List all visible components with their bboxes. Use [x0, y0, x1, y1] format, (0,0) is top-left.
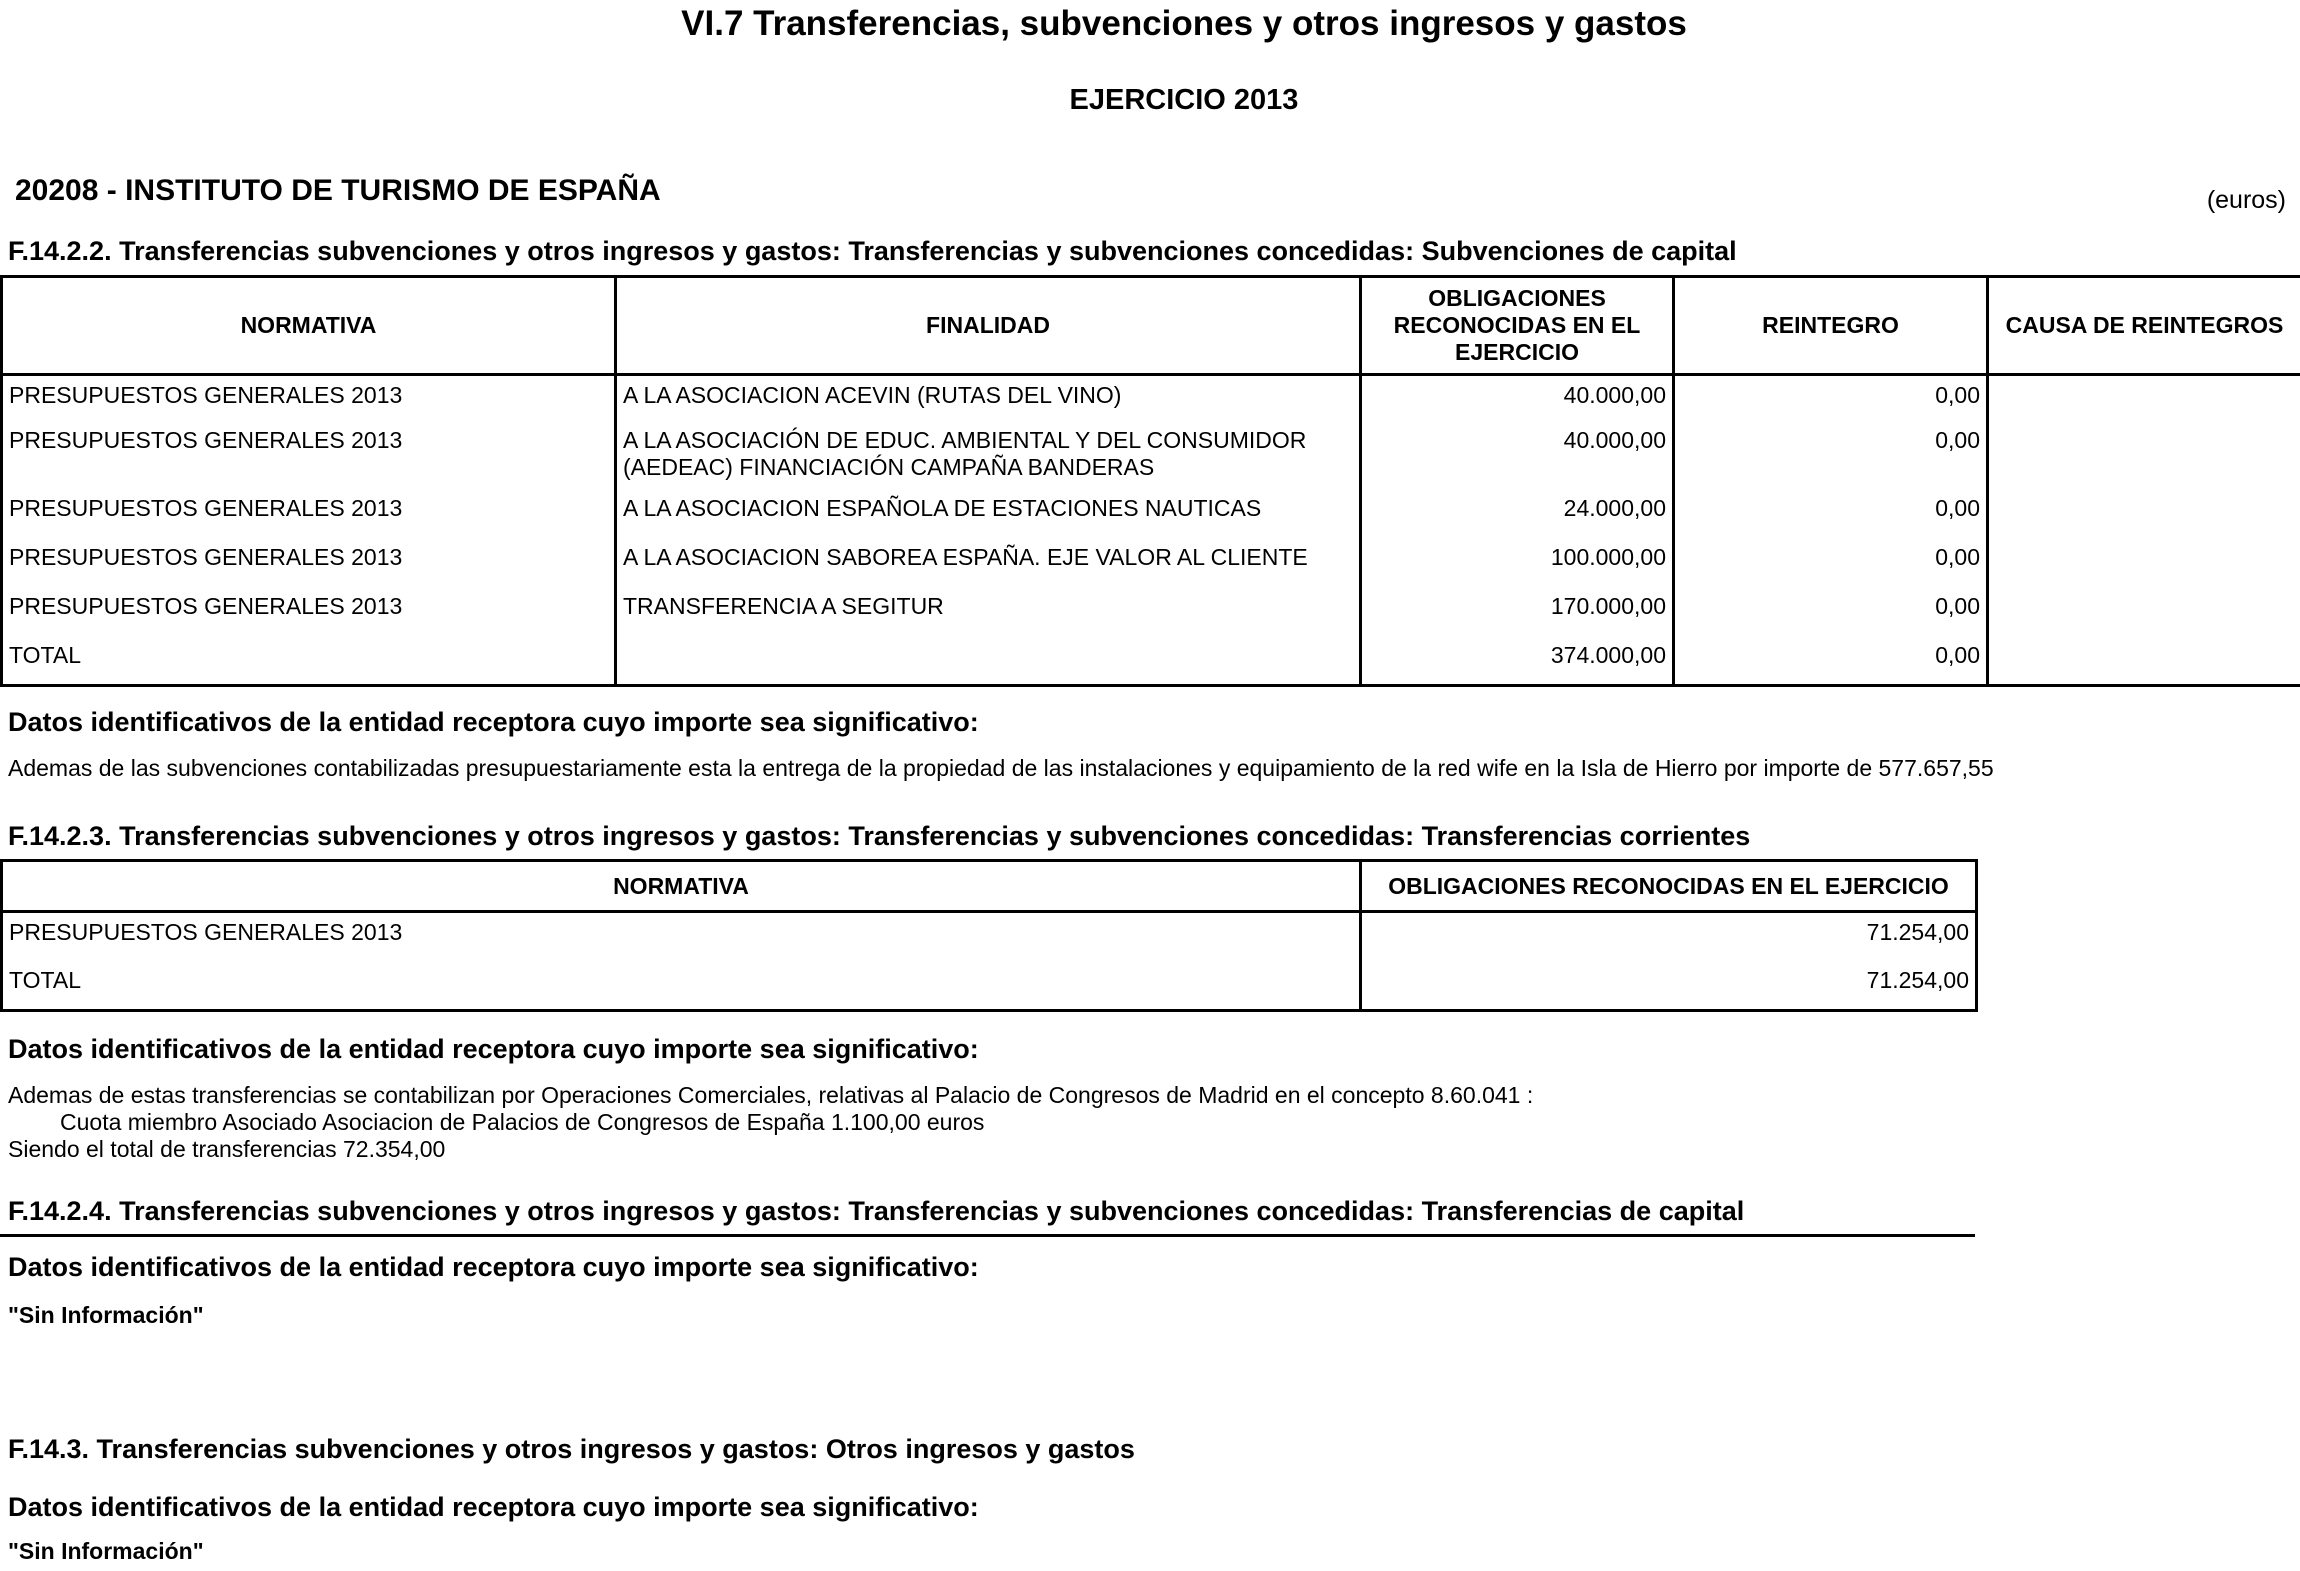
col-header-finalidad: FINALIDAD	[616, 277, 1361, 375]
table-row	[2, 912, 1977, 961]
cell-normativa: PRESUPUESTOS GENERALES 2013	[2, 375, 616, 421]
datos-heading: Datos identificativos de la entidad receptora cuyo importe sea significativo:	[8, 1034, 979, 1064]
cell-finalidad: A LA ASOCIACION ACEVIN (RUTAS DEL VINO)	[616, 375, 1361, 421]
table-transferencias-corrientes	[0, 859, 1978, 1012]
table-header-row	[2, 861, 1977, 912]
cell-causa	[1988, 375, 2300, 421]
cell-obligaciones: 40.000,00	[1361, 421, 1674, 489]
section-heading-transferencias-capital: F.14.2.4. Transferencias subvenciones y otros ingresos y gastos: Transferencias y subvenciones concedidas: Transferencias de capital	[8, 1196, 1745, 1226]
cell-reintegro: 0,00	[1674, 538, 1988, 587]
entity-heading: 20208 - INSTITUTO DE TURISMO DE ESPAÑA	[15, 174, 661, 207]
sin-informacion: "Sin Información"	[8, 1302, 204, 1328]
datos-line: Siendo el total de transferencias 72.354,00	[8, 1136, 446, 1162]
cell-causa	[1988, 421, 2300, 489]
table-row	[2, 375, 2300, 421]
table-total-row	[2, 961, 1977, 1011]
datos-text: Ademas de las subvenciones contabilizadas presupuestariamente esta la entrega de la propiedad de las instalaciones y equipamiento de la red wife en la Isla de Hierro por importe de 577.657,55	[8, 755, 1994, 781]
cell-normativa: PRESUPUESTOS GENERALES 2013	[2, 489, 616, 538]
cell-causa	[1988, 489, 2300, 538]
cell-obligaciones: 100.000,00	[1361, 538, 1674, 587]
cell-obligaciones: 71.254,00	[1361, 961, 1977, 1011]
table-row	[2, 538, 2300, 587]
datos-line: Cuota miembro Asociado Asociacion de Palacios de Congresos de España 1.100,00 euros	[60, 1109, 985, 1135]
page-title: VI.7 Transferencias, subvenciones y otros ingresos y gastos	[681, 4, 1687, 43]
section-divider	[0, 1234, 1975, 1237]
cell-reintegro: 0,00	[1674, 587, 1988, 636]
cell-normativa: PRESUPUESTOS GENERALES 2013	[2, 587, 616, 636]
datos-heading: Datos identificativos de la entidad receptora cuyo importe sea significativo:	[8, 1492, 979, 1522]
col-header-obligaciones: OBLIGACIONES RECONOCIDAS EN EL EJERCICIO	[1361, 861, 1977, 912]
cell-finalidad: A LA ASOCIACION SABOREA ESPAÑA. EJE VALOR AL CLIENTE	[616, 538, 1361, 587]
cell-causa	[1988, 587, 2300, 636]
page-subtitle: EJERCICIO 2013	[1069, 84, 1299, 116]
cell-obligaciones: 24.000,00	[1361, 489, 1674, 538]
col-header-reintegro: REINTEGRO	[1674, 277, 1988, 375]
table-row	[2, 587, 2300, 636]
cell-obligaciones: 374.000,00	[1361, 636, 1674, 686]
datos-line: Ademas de estas transferencias se contabilizan por Operaciones Comerciales, relativas al Palacio de Congresos de Madrid en el concepto 8.60.041 :	[8, 1082, 1534, 1108]
table-row	[2, 421, 2300, 489]
col-header-obligaciones: OBLIGACIONES RECONOCIDAS EN EL EJERCICIO	[1361, 277, 1674, 375]
col-header-normativa: NORMATIVA	[2, 277, 616, 375]
cell-finalidad: A LA ASOCIACIÓN DE EDUC. AMBIENTAL Y DEL CONSUMIDOR (AEDEAC) FINANCIACIÓN CAMPAÑA BANDERAS	[616, 421, 1361, 489]
cell-obligaciones: 40.000,00	[1361, 375, 1674, 421]
table-subvenciones-capital	[0, 275, 2300, 687]
cell-obligaciones: 71.254,00	[1361, 912, 1977, 961]
cell-normativa: PRESUPUESTOS GENERALES 2013	[2, 912, 1361, 961]
cell-reintegro: 0,00	[1674, 421, 1988, 489]
cell-causa	[1988, 636, 2300, 686]
cell-reintegro: 0,00	[1674, 636, 1988, 686]
cell-normativa: TOTAL	[2, 961, 1361, 1011]
datos-heading: Datos identificativos de la entidad receptora cuyo importe sea significativo:	[8, 1252, 979, 1282]
datos-heading: Datos identificativos de la entidad receptora cuyo importe sea significativo:	[8, 707, 979, 737]
sin-informacion: "Sin Información"	[8, 1538, 204, 1564]
cell-causa	[1988, 538, 2300, 587]
cell-reintegro: 0,00	[1674, 375, 1988, 421]
section-heading-transferencias-corrientes: F.14.2.3. Transferencias subvenciones y otros ingresos y gastos: Transferencias y subvenciones concedidas: Transferencias corrientes	[8, 821, 1751, 851]
section-heading-subvenciones-capital: F.14.2.2. Transferencias subvenciones y otros ingresos y gastos: Transferencias y subvenciones concedidas: Subvenciones de capital	[8, 236, 1737, 266]
cell-finalidad: A LA ASOCIACION ESPAÑOLA DE ESTACIONES NAUTICAS	[616, 489, 1361, 538]
table-header-row	[2, 277, 2300, 375]
units-label: (euros)	[2206, 186, 2286, 214]
cell-normativa: TOTAL	[2, 636, 616, 686]
cell-normativa: PRESUPUESTOS GENERALES 2013	[2, 421, 616, 489]
section-heading-otros-ingresos-gastos: F.14.3. Transferencias subvenciones y otros ingresos y gastos: Otros ingresos y gastos	[8, 1434, 1135, 1464]
cell-normativa: PRESUPUESTOS GENERALES 2013	[2, 538, 616, 587]
cell-finalidad: TRANSFERENCIA A SEGITUR	[616, 587, 1361, 636]
cell-finalidad	[616, 636, 1361, 686]
table-row	[2, 489, 2300, 538]
col-header-normativa: NORMATIVA	[2, 861, 1361, 912]
cell-obligaciones: 170.000,00	[1361, 587, 1674, 636]
col-header-causa: CAUSA DE REINTEGROS	[1988, 277, 2300, 375]
table-total-row	[2, 636, 2300, 686]
cell-reintegro: 0,00	[1674, 489, 1988, 538]
